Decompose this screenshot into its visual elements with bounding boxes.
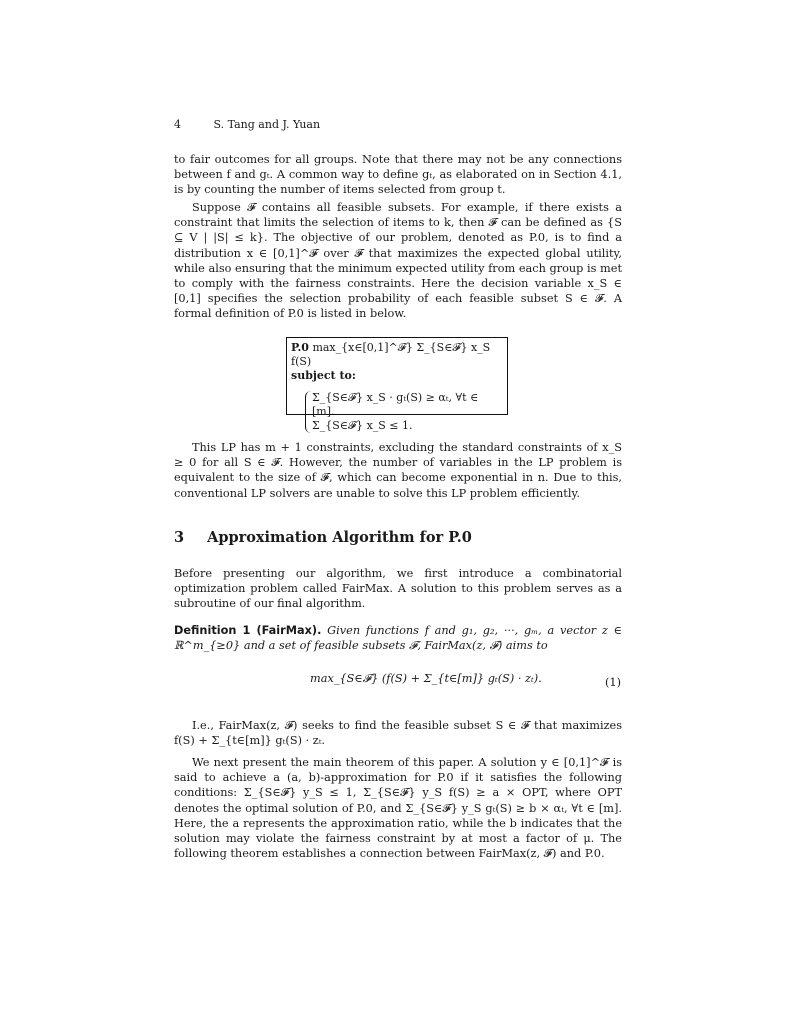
lp-title: P.0 <box>291 341 309 354</box>
lp-constraint-2: Σ_{S∈𝓕} x_S ≤ 1. <box>312 419 413 432</box>
section-number: 3 <box>174 529 185 546</box>
paragraph-2: Suppose 𝓕 contains all feasible subsets. For example, if there exists a constraint that limits the selection of items to k, then 𝓕 can be defined as {S ⊆ V | |S| ≤ k}. The objective of our problem, denoted as P.0, is to find a distribution x ∈ [0,1]^𝓕 over 𝓕 that maximizes the expected global utility, while also ensuring that the minimum expected utility from each group is met to comply with the fairness constraints. Here the decision variable x_S ∈ [0,1] specifies the selection probability of each feasible subset S ∈ 𝓕. A formal definition of P.0 is listed in below. <box>174 201 622 321</box>
page-number: 4 <box>174 118 181 131</box>
section-heading <box>174 529 472 546</box>
paragraph-6: We next present the main theorem of this paper. A solution y ∈ [0,1]^𝓕 is said to achieve a (a, b)-approximation for P.0 if it satisfies the following conditions: Σ_{S∈𝓕} y_S ≤ 1, Σ_{S∈𝓕} y_S f(S) ≥ a × OPT, where OPT denotes the optimal solution of P.0, and Σ_{S∈𝓕} y_S gₜ(S) ≥ b × αₜ, ∀t ∈ [m]. Here, the a represents the approximation ratio, while the b indicates that the solution may violate the fairness constraint by at most a factor of μ. The following theorem establishes a connection between FairMax(z, 𝓕) and P.0. <box>174 756 622 861</box>
lp-constraints <box>305 391 503 433</box>
definition-label: Definition 1 (FairMax). <box>174 624 322 637</box>
lp-subject-to: subject to: <box>291 369 356 382</box>
running-header <box>174 118 320 131</box>
running-authors: S. Tang and J. Yuan <box>213 118 321 131</box>
section-title: Approximation Algorithm for P.0 <box>207 529 472 546</box>
lp-objective: max_{x∈[0,1]^𝓕} Σ_{S∈𝓕} x_S f(S) <box>291 341 491 368</box>
definition-text: Given functions f and g₁, g₂, ···, gₘ, a vector z ∈ ℝ^m_{≥0} and a set of feasible subsets 𝓕, FairMax(z, 𝓕) aims to <box>174 624 622 653</box>
lp-problem-box <box>286 337 508 432</box>
paragraph-5: I.e., FairMax(z, 𝓕) seeks to find the feasible subset S ∈ 𝓕 that maximizes f(S) + Σ_{t∈[m]} gₜ(S) · zₜ. <box>174 719 622 748</box>
definition-1 <box>174 623 622 653</box>
paragraph-1: to fair outcomes for all groups. Note that there may not be any connections between f and gₜ. A common way to define gₜ, as elaborated on in Section 4.1, is by counting the number of items selected from group t. <box>174 153 622 197</box>
equation-number: (1) <box>605 676 622 689</box>
paragraph-4: Before presenting our algorithm, we first introduce a combinatorial optimization problem called FairMax. A solution to this problem serves as a subroutine of our final algorithm. <box>174 567 622 611</box>
lp-constraint-1: Σ_{S∈𝓕} x_S · gₜ(S) ≥ αₜ, ∀t ∈ [m]. <box>312 391 479 418</box>
equation-1: max_{S∈𝓕} (f(S) + Σ_{t∈[m]} gₜ(S) · zₜ). <box>310 672 542 685</box>
paragraph-3: This LP has m + 1 constraints, excluding the standard constraints of x_S ≥ 0 for all S ∈ 𝓕. However, the number of variables in the LP problem is equivalent to the size of 𝓕, which can become exponential in n. Due to this, conventional LP solvers are unable to solve this LP problem efficiently. <box>174 441 622 500</box>
